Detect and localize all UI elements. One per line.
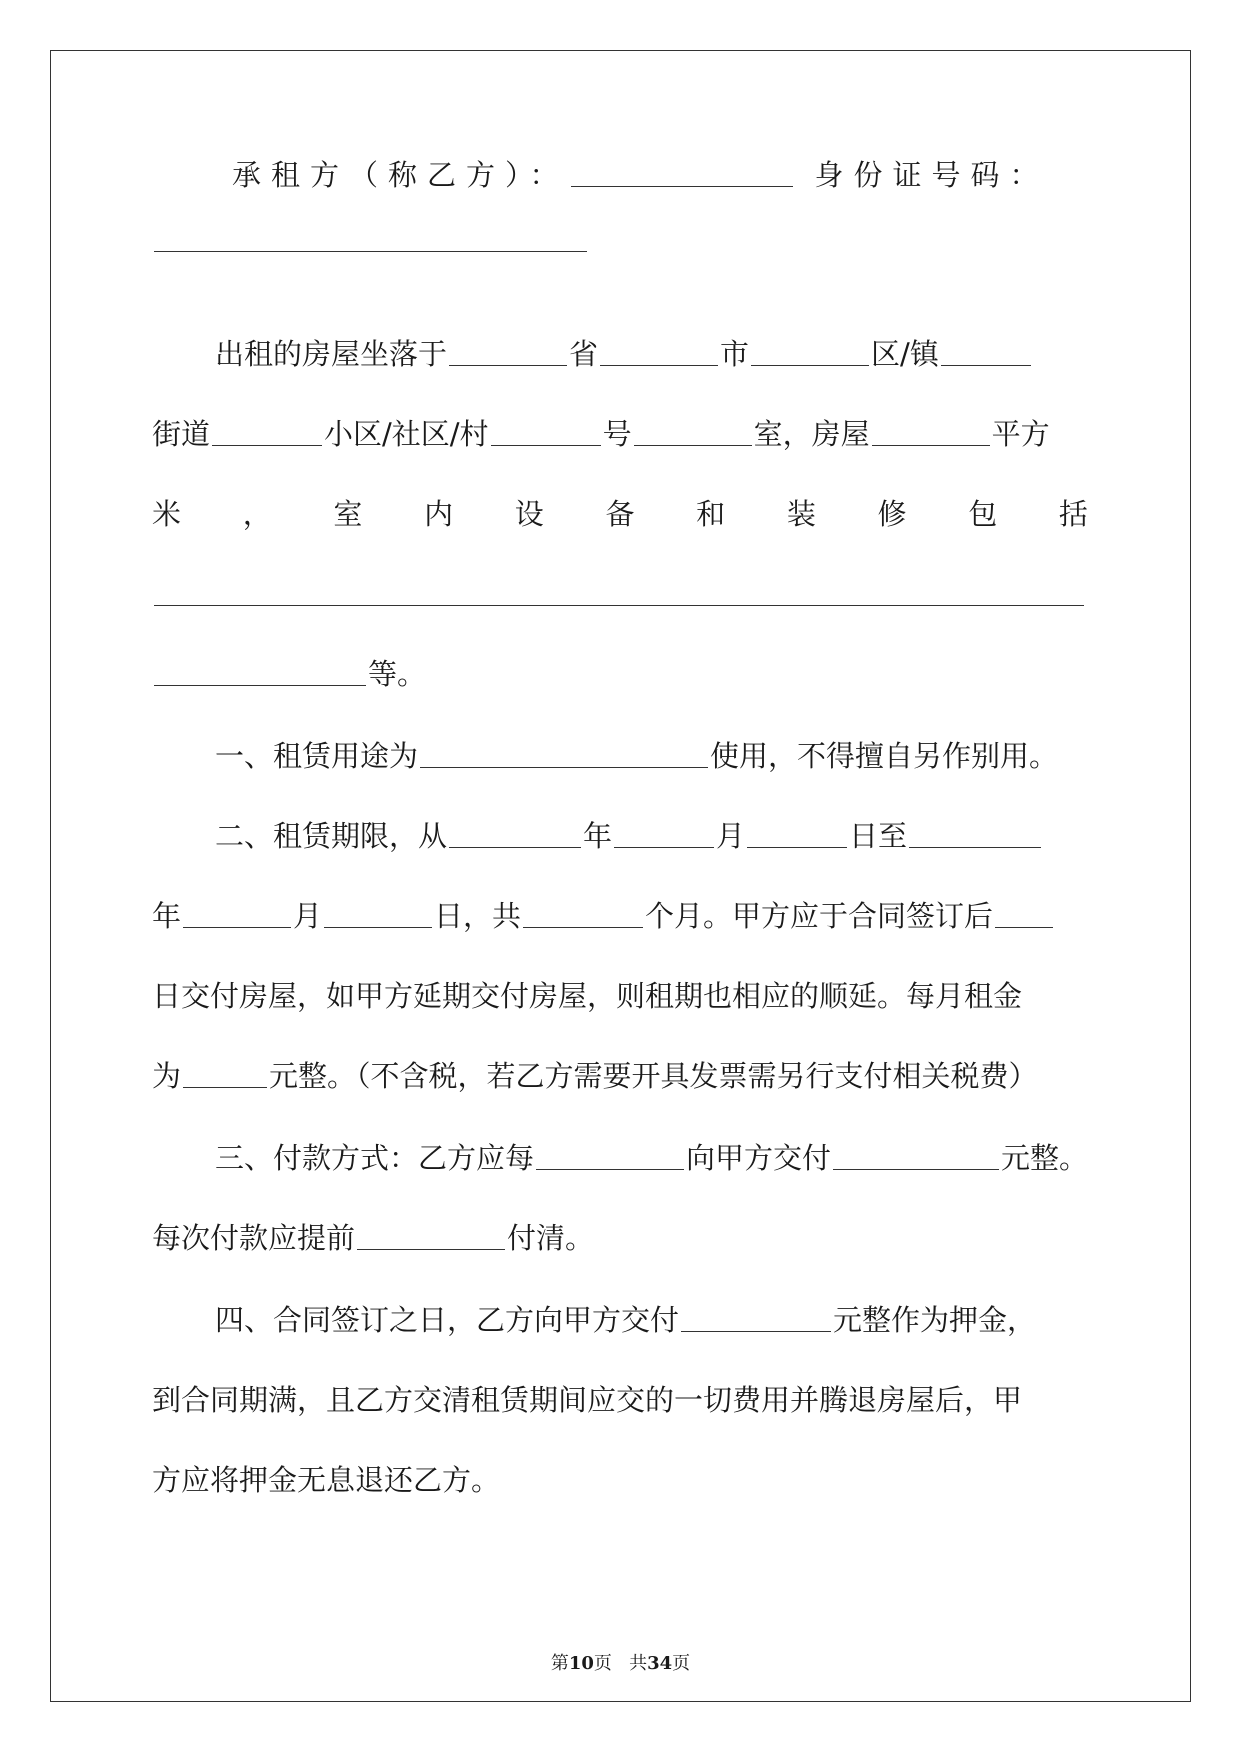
term-line-2 xyxy=(152,896,1088,936)
purpose-blank[interactable] xyxy=(420,766,708,768)
fixtures-blank[interactable] xyxy=(154,604,1084,606)
district-blank[interactable] xyxy=(751,364,869,366)
month-label-1: 月 xyxy=(716,819,746,853)
delivery-days-blank[interactable] xyxy=(995,926,1053,928)
months-blank[interactable] xyxy=(523,926,643,928)
location-line-2 xyxy=(152,414,1088,454)
payment-amount-blank[interactable] xyxy=(833,1168,999,1170)
advance-blank[interactable] xyxy=(357,1248,505,1250)
purpose-rest: 使用，不得擅自另作别用。 xyxy=(710,739,1059,773)
term-label: 二、租赁期限，从 xyxy=(215,819,448,853)
rent-line xyxy=(152,1056,1088,1096)
deposit-line-1 xyxy=(215,1300,1088,1340)
payment-line-2 xyxy=(152,1218,1088,1258)
footer-gong: 共 xyxy=(629,1653,648,1674)
fixtures-end-line xyxy=(152,654,1088,694)
start-day-blank[interactable] xyxy=(747,846,847,848)
sqm-label: 平方 xyxy=(991,417,1050,451)
lessee-name-blank[interactable] xyxy=(571,185,793,187)
text-w2: 内 xyxy=(424,497,454,531)
number-blank[interactable] xyxy=(491,444,601,446)
id-number-label: 身份证号码： xyxy=(814,158,1049,192)
delivery-text: 日交付房屋，如甲方延期交付房屋，则租期也相应的顺延。每月租金 xyxy=(152,979,1023,1013)
fixtures-blank-2[interactable] xyxy=(154,684,366,686)
purpose-line xyxy=(215,736,1088,776)
monthly-rent-blank[interactable] xyxy=(183,1086,267,1088)
payment-to-label: 向甲方交付 xyxy=(686,1141,832,1175)
deposit-label: 四、合同签订之日，乙方向甲方交付 xyxy=(215,1303,680,1337)
end-year-blank[interactable] xyxy=(909,846,1041,848)
fixtures-blank-line xyxy=(152,574,1088,614)
city-label: 市 xyxy=(720,337,750,371)
deposit-blank[interactable] xyxy=(681,1330,831,1332)
lessee-line xyxy=(232,155,1088,195)
street-label: 街道 xyxy=(152,417,211,451)
payment-label: 三、付款方式：乙方应每 xyxy=(215,1141,535,1175)
total-pages: 34 xyxy=(647,1653,673,1674)
fixtures-line xyxy=(152,494,1088,534)
text-w8: 包 xyxy=(968,497,998,531)
room-blank[interactable] xyxy=(634,444,752,446)
month-label-2: 月 xyxy=(293,899,323,933)
room-label: 室，房屋 xyxy=(753,417,870,451)
number-label: 号 xyxy=(602,417,632,451)
community-blank[interactable] xyxy=(212,444,322,446)
location-label: 出租的房屋坐落于 xyxy=(215,337,448,371)
district-label: 区/镇 xyxy=(871,337,939,371)
street-blank[interactable] xyxy=(941,364,1031,366)
year-label-1: 年 xyxy=(583,819,613,853)
text-w7: 修 xyxy=(877,497,907,531)
deposit-line-2 xyxy=(152,1380,1088,1420)
text-w3: 设 xyxy=(514,497,544,531)
rent-text: 元整。（不含税，若乙方需要开具发票需另行支付相关税费） xyxy=(269,1059,1038,1093)
current-page-number: 10 xyxy=(568,1653,594,1674)
start-year-blank[interactable] xyxy=(449,846,581,848)
day-total-label: 日，共 xyxy=(434,899,522,933)
footer-ye: 页 xyxy=(593,1653,612,1674)
advance-label: 每次付款应提前 xyxy=(152,1221,356,1255)
page-border xyxy=(50,50,1191,1702)
lessee-label: 承租方（称乙方）： xyxy=(232,158,569,192)
payment-unit: 元整。 xyxy=(1000,1141,1088,1175)
province-blank[interactable] xyxy=(449,364,567,366)
location-line-1 xyxy=(215,334,1088,374)
term-line-1 xyxy=(215,816,1088,856)
settle-label: 付清。 xyxy=(507,1221,595,1255)
id-number-line xyxy=(152,220,1088,260)
text-w4: 备 xyxy=(605,497,635,531)
id-number-blank[interactable] xyxy=(154,250,587,252)
purpose-label: 一、租赁用途为 xyxy=(215,739,419,773)
end-day-blank[interactable] xyxy=(324,926,432,928)
city-blank[interactable] xyxy=(600,364,718,366)
etc-label: 等。 xyxy=(368,657,427,691)
text-w6: 装 xyxy=(786,497,816,531)
area-blank[interactable] xyxy=(872,444,990,446)
start-month-blank[interactable] xyxy=(614,846,714,848)
year-label-2: 年 xyxy=(152,899,182,933)
deposit-text-3: 方应将押金无息退还乙方。 xyxy=(152,1463,501,1497)
text-w5: 和 xyxy=(696,497,726,531)
province-label: 省 xyxy=(569,337,599,371)
end-month-blank[interactable] xyxy=(183,926,291,928)
term-line-3 xyxy=(152,976,1088,1016)
footer-ye2: 页 xyxy=(672,1653,691,1674)
wei-label: 为 xyxy=(152,1059,182,1093)
page-footer xyxy=(0,1652,1241,1676)
text-mi: 米 xyxy=(152,497,182,531)
community-label: 小区/社区/村 xyxy=(324,417,489,451)
payment-period-blank[interactable] xyxy=(536,1168,684,1170)
footer-di: 第 xyxy=(550,1653,569,1674)
text-w1: 室 xyxy=(333,497,363,531)
text-w9: 括 xyxy=(1058,497,1088,531)
text-comma: ， xyxy=(242,497,272,531)
months-text: 个月。甲方应于合同签订后 xyxy=(645,899,994,933)
payment-line-1 xyxy=(215,1138,1088,1178)
deposit-line-3 xyxy=(152,1460,1088,1500)
day-to-label: 日至 xyxy=(849,819,908,853)
deposit-rest: 元整作为押金， xyxy=(833,1303,1037,1337)
deposit-text-2: 到合同期满，且乙方交清租赁期间应交的一切费用并腾退房屋后，甲 xyxy=(152,1383,1023,1417)
